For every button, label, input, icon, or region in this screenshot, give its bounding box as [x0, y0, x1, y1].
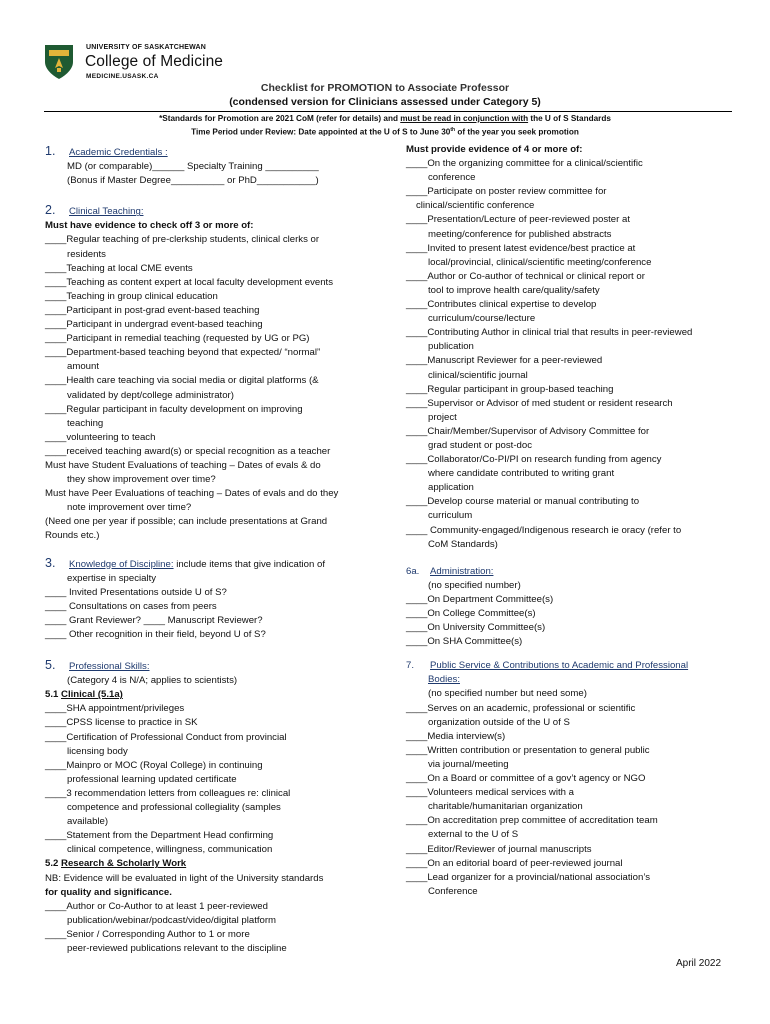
list-item: ____received teaching award(s) or special recognition as a teacher — [45, 445, 331, 457]
university-crest-icon — [44, 44, 74, 80]
credentials-line: (Bonus if Master Degree__________ or PhD___________) — [67, 175, 319, 187]
list-item: ____Participant in post-grad event-based teaching — [45, 304, 260, 316]
list-item: conference — [428, 172, 476, 184]
list-item: ____Regular participant in faculty development on improving — [45, 403, 303, 415]
list-item: ____Statement from the Department Head confirming — [45, 830, 274, 842]
subsection-research: 5.2 Research & Scholarly Work — [45, 858, 187, 870]
requirement-text: Must provide evidence of 4 or more of: — [406, 144, 583, 155]
section-title-continued: Bodies: — [428, 674, 460, 686]
list-item: ____Written contribution or presentation to general public — [406, 744, 650, 756]
list-item: external to the U of S — [428, 829, 519, 841]
list-item: ____CPSS license to practice in SK — [45, 717, 198, 729]
subsection-clinical: 5.1 Clinical (5.1a) — [45, 689, 123, 701]
list-item: ____Invited to present latest evidence/best practice at — [406, 242, 636, 254]
list-item: ____ Consultations on cases from peers — [45, 600, 217, 612]
list-item: ____On SHA Committee(s) — [406, 636, 523, 648]
list-item: ____On an editorial board of peer-reviewed journal — [406, 857, 623, 869]
list-item: ____On University Committee(s) — [406, 622, 546, 634]
list-item: where candidate contributed to writing grant — [428, 468, 615, 480]
section-note: (no specified number but need some) — [428, 688, 587, 700]
section-note: (Category 4 is N/A; applies to scientists) — [67, 675, 238, 687]
list-item: ____ Grant Reviewer? ____ Manuscript Reviewer? — [45, 614, 263, 626]
list-item: charitable/humanitarian organization — [428, 801, 583, 813]
list-item: professional learning updated certificate — [67, 773, 237, 785]
list-item: ____On Department Committee(s) — [406, 593, 554, 605]
list-item: ____Manuscript Reviewer for a peer-reviewed — [406, 355, 603, 367]
evaluation-requirement: Must have Peer Evaluations of teaching – Dates of evals and do they — [45, 488, 339, 500]
evaluation-note: Rounds etc.) — [45, 530, 100, 542]
list-item: ____SHA appointment/privileges — [45, 703, 185, 715]
list-item: ____On the organizing committee for a clinical/scientific — [406, 158, 643, 170]
evaluation-requirement: Must have Student Evaluations of teaching – Dates of evals & do — [45, 459, 321, 471]
list-item: via journal/meeting — [428, 758, 509, 770]
list-item: available) — [67, 816, 109, 828]
document-title: Checklist for PROMOTION to Associate Professor — [260, 82, 510, 94]
list-item: ____On accreditation prep committee of accreditation team — [406, 815, 658, 827]
list-item: tool to improve health care/quality/safety — [428, 284, 600, 296]
list-item: ____Media interview(s) — [406, 730, 506, 742]
list-item: CoM Standards) — [428, 538, 498, 550]
list-item: peer-reviewed publications relevant to the discipline — [67, 942, 287, 954]
list-item: ____Teaching as content expert at local faculty development events — [45, 276, 333, 288]
list-item: ____Author or Co-author of technical or clinical report or — [406, 270, 645, 282]
list-item: publication — [428, 341, 474, 353]
requirement-text: Must have evidence to check off 3 or more of: — [45, 220, 254, 232]
left-column — [45, 144, 380, 956]
list-item: ____Participant in undergrad event-based teaching — [45, 319, 263, 331]
list-item: ____Department-based teaching beyond that expected/ “normal” — [45, 347, 321, 359]
list-item: clinical/scientific journal — [428, 369, 528, 381]
list-item: ____3 recommendation letters from colleagues re: clinical — [45, 787, 291, 799]
list-item: clinical/scientific conference — [416, 200, 535, 212]
list-item: licensing body — [67, 745, 128, 757]
list-item: ____volunteering to teach — [45, 431, 156, 443]
college-name: College of Medicine — [85, 53, 224, 70]
section-academic-credentials: 1. Academic Credentials : — [45, 144, 168, 158]
list-item: ____Presentation/Lecture of peer-reviewed poster at — [406, 214, 630, 226]
list-item: ____Mainpro or MOC (Royal College) in continuing — [45, 759, 263, 771]
list-item: validated by dept/college administrator) — [67, 389, 234, 401]
list-item: ____Develop course material or manual contributing to — [406, 496, 640, 508]
list-item: ____Editor/Reviewer of journal manuscripts — [406, 843, 592, 855]
list-item: teaching — [67, 417, 104, 429]
list-item: meeting/conference for published abstracts — [428, 228, 612, 240]
list-item: ____Chair/Member/Supervisor of Advisory Committee for — [406, 425, 650, 437]
list-item: ____ Other recognition in their field, beyond U of S? — [45, 629, 266, 640]
list-item: amount — [67, 361, 99, 373]
evaluation-requirement: they show improvement over time? — [67, 474, 216, 486]
list-item: ____Teaching at local CME events — [45, 262, 193, 274]
list-item: ____Regular teaching of pre-clerkship students, clinical clerks or — [45, 234, 320, 246]
document-date: April 2022 — [676, 958, 722, 969]
research-note: NB: Evidence will be evaluated in light of the University standards — [45, 872, 324, 884]
list-item: ____Author or Co-Author to at least 1 peer-reviewed — [45, 900, 268, 912]
evaluation-note: (Need one per year if possible; can include presentations at Grand — [45, 516, 328, 528]
section-clinical-teaching: 2. Clinical Teaching: — [45, 203, 144, 218]
list-item: grad student or post-doc — [428, 439, 532, 451]
list-item: ____Collaborator/Co-PI/PI on research funding from agency — [406, 454, 662, 466]
section-professional-skills: 5. Professional Skills: — [45, 658, 150, 673]
right-column — [406, 143, 736, 899]
college-website: MEDICINE.USASK.CA — [86, 73, 159, 80]
research-note: for quality and significance. — [45, 886, 172, 898]
list-item: ____Certification of Professional Conduct from provincial — [45, 731, 287, 743]
title-rule — [44, 111, 732, 112]
list-item: ____Serves on an academic, professional or scientific — [406, 702, 636, 714]
list-item: project — [428, 411, 457, 423]
section-note: (no specified number) — [428, 579, 521, 591]
list-item: ____On a Board or committee of a gov’t agency or NGO — [406, 773, 646, 785]
list-item: competence and professional collegiality (samples — [67, 802, 281, 814]
section-public-service: 7. Public Service & Contributions to Academic and Professional — [406, 660, 689, 672]
credentials-line: MD (or comparable)______ Specialty Training __________ — [67, 161, 319, 173]
list-item: ____On College Committee(s) — [406, 608, 536, 619]
list-item: ____Contributing Author in clinical trial that results in peer-reviewed — [406, 327, 693, 339]
list-item: ____Teaching in group clinical education — [45, 290, 218, 302]
list-item: ____Regular participant in group-based teaching — [406, 383, 614, 395]
section-administration: 6a. Administration: — [406, 565, 494, 577]
standards-note: *Standards for Promotion are 2021 CoM (refer for details) and must be read in conjunction with the U of S Standards — [159, 114, 611, 123]
section-description: expertise in specialty — [67, 572, 157, 584]
list-item: curriculum/course/lecture — [428, 313, 536, 325]
review-period: Time Period under Review: Date appointed at the U of S to June 30th of the year you seek promotion — [191, 127, 579, 137]
list-item: ____Senior / Corresponding Author to 1 or more — [45, 928, 250, 940]
list-item: ____Lead organizer for a provincial/national association’s — [406, 871, 651, 883]
section-knowledge-of-discipline: 3. Knowledge of Discipline: include items that give indication of — [45, 555, 325, 570]
list-item: ____Participate on poster review committee for — [406, 186, 607, 198]
list-item: organization outside of the U of S — [428, 716, 570, 728]
list-item: ____ Invited Presentations outside U of S? — [45, 586, 227, 598]
list-item: application — [428, 482, 474, 494]
list-item: publication/webinar/podcast/video/digital platform — [67, 914, 277, 926]
list-item: curriculum — [428, 510, 473, 522]
university-name: UNIVERSITY OF SASKATCHEWAN — [86, 44, 207, 51]
list-item: ____Supervisor or Advisor of med student or resident research — [406, 397, 673, 409]
list-item: Conference — [428, 885, 478, 897]
evaluation-requirement: note improvement over time? — [67, 502, 192, 514]
document-subtitle: (condensed version for Clinicians assessed under Category 5) — [229, 96, 541, 108]
list-item: ____Health care teaching via social media or digital platforms (& — [45, 375, 319, 387]
list-item: residents — [67, 248, 106, 260]
list-item: ____Participant in remedial teaching (requested by UG or PG) — [45, 333, 310, 345]
list-item: ____Contributes clinical expertise to develop — [406, 299, 597, 311]
list-item: ____ Community-engaged/Indigenous research ie oracy (refer to — [406, 524, 682, 536]
list-item: ____Volunteers medical services with a — [406, 787, 574, 799]
list-item: local/provincial, clinical/scientific meeting/conference — [428, 256, 652, 268]
list-item: clinical competence, willingness, communication — [67, 844, 273, 856]
